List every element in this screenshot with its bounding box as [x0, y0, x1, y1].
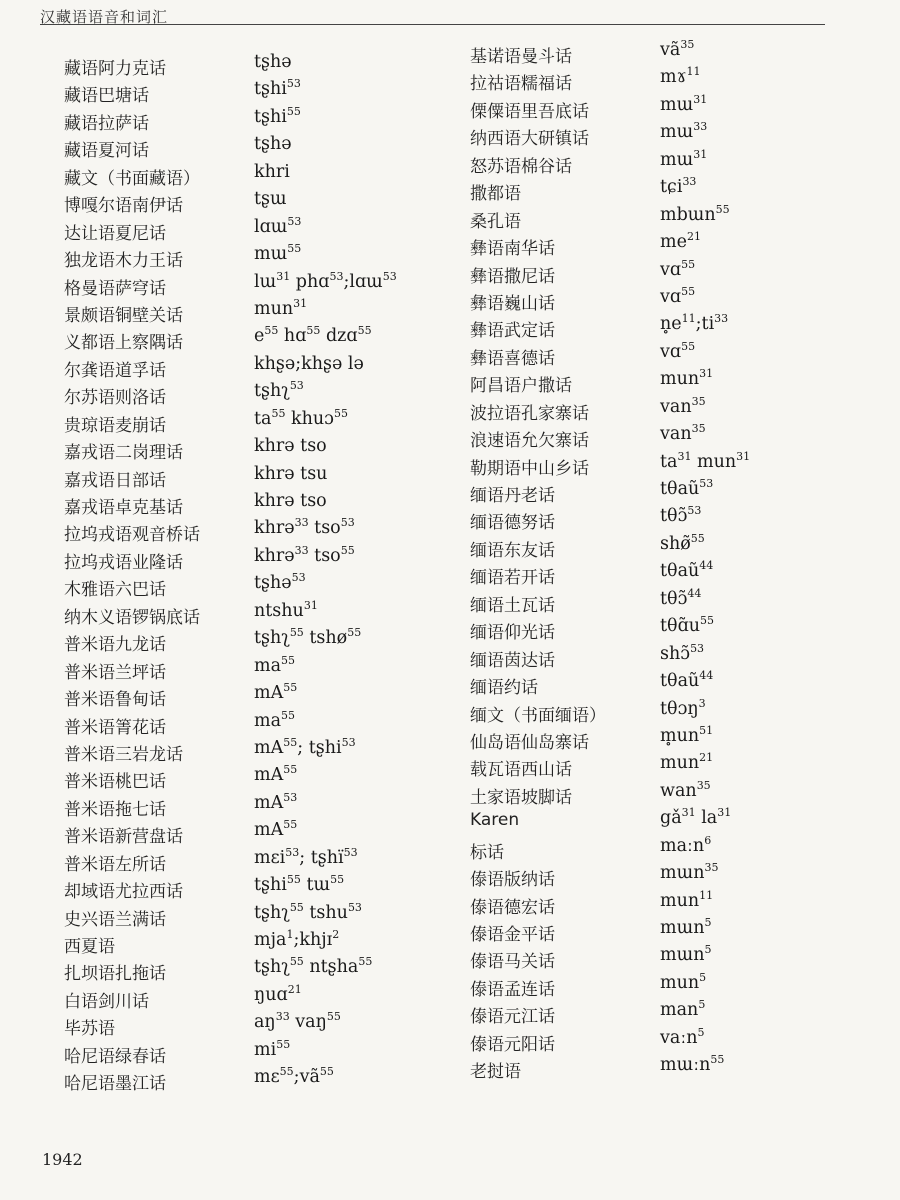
entry-row [470, 92, 800, 122]
language-name: 拉坞戎语观音桥话 [64, 525, 200, 546]
entry-row [64, 287, 444, 326]
phonetic-form: $mA^{53}$ [254, 790, 298, 813]
phonetic-form: tʂhʅ$^{55}$ ntʂha$^{55}$ [254, 955, 373, 978]
language-name: 浪速语允欠寨话 [470, 431, 589, 452]
language-name: 藏语巴塘话 [64, 86, 149, 107]
entry-row [64, 122, 444, 162]
phonetic-form: mun$^{31}$ [254, 296, 308, 319]
phonetic-form: maːn$^6$ [660, 833, 712, 856]
phonetic-form: tɕi$^{33}$ [660, 175, 697, 198]
phonetic-form: $vã^{35}$ [660, 38, 695, 60]
entry-row [470, 122, 800, 149]
entry-row [470, 753, 800, 780]
entry-row [470, 833, 800, 863]
phonetic-form: tθɔ̃$^{44}$ [660, 586, 702, 609]
entry-row [64, 808, 444, 848]
entry-row [64, 260, 444, 299]
phonetic-form: $ma^{55}$ [254, 653, 296, 676]
entry-row [470, 1055, 800, 1082]
entry-row [470, 479, 800, 506]
language-name: 达让语夏尼话 [64, 223, 166, 244]
phonetic-form: $ma^{55}$ [254, 708, 296, 731]
language-name: 傣语金平话 [470, 925, 555, 945]
entry-row [64, 150, 444, 189]
phonetic-form: tʂhʅ$^{53}$ [254, 379, 304, 402]
entry-row [64, 506, 444, 546]
language-name: 尔苏语则洛话 [64, 388, 166, 409]
entry-row [64, 232, 444, 272]
entry-row [64, 534, 444, 573]
language-name: 哈尼语墨江话 [64, 1074, 166, 1095]
phonetic-form: $mA^{55}$ [254, 681, 298, 704]
entry-row [470, 945, 800, 972]
language-name: 格曼语萨穹话 [64, 278, 166, 299]
language-name: 白语剑川话 [64, 991, 149, 1012]
language-name: 普米语新营盘话 [64, 827, 183, 848]
language-name: 普米语九龙话 [64, 635, 166, 656]
phonetic-form: tʂɯ [254, 189, 287, 210]
entry-row [470, 1025, 800, 1055]
phonetic-form: tʂhi$^{55}$ tɯ$^{55}$ [254, 873, 345, 896]
language-name: 嘉戎语二岗理话 [64, 443, 183, 464]
language-name: 西夏语 [64, 937, 115, 957]
entry-row [64, 452, 444, 491]
language-name: 波拉语孔家寨话 [470, 403, 589, 424]
phonetic-form: mun$^{31}$ [660, 367, 714, 390]
entry-row [64, 973, 444, 1012]
phonetic-form: tθɔŋ$^3$ [660, 696, 706, 719]
language-name: Karen [470, 810, 520, 831]
phonetic-form: wan$^{35}$ [660, 778, 711, 801]
phonetic-form: $gǎ^{31}$ $la^{31}$ [660, 806, 732, 829]
phonetic-form: mun$^{21}$ [660, 751, 714, 774]
entry-row [64, 726, 444, 765]
entry-row [64, 918, 444, 957]
phonetic-form: tʂhə [254, 52, 292, 72]
entry-row [64, 945, 444, 985]
phonetic-form: ntshu$^{31}$ [254, 598, 318, 621]
entry-row [470, 531, 800, 561]
phonetic-form: mɛi$^{53}$; tʂhï$^{53}$ [254, 845, 358, 868]
entry-row [64, 67, 444, 107]
phonetic-form: tθaũ$^{44}$ [660, 559, 714, 582]
entry-row [64, 863, 444, 903]
phonetic-form: $mA^{55}$ [254, 818, 298, 841]
phonetic-form: $mA^{55}$ [254, 763, 298, 786]
phonetic-form: lɑɯ$^{53}$ [254, 214, 302, 237]
entry-row [470, 641, 800, 671]
right-column [470, 40, 800, 1083]
language-name: 彝语撒尼话 [470, 266, 555, 287]
entry-row [470, 449, 800, 479]
entry-row [64, 205, 444, 244]
language-name: 老挝语 [470, 1062, 521, 1083]
language-name: 史兴语兰满话 [64, 909, 166, 930]
entry-row [64, 589, 444, 628]
language-name: 傈僳语里吾底话 [470, 101, 589, 122]
language-name: 嘉戎语日部话 [64, 470, 166, 491]
language-name: 普米语鲁甸话 [64, 690, 166, 711]
phonetic-form: shø̃$^{55}$ [660, 531, 705, 554]
phonetic-form: mɯ$^{31}$ [660, 147, 708, 170]
phonetic-form: vɑ$^{55}$ [660, 257, 696, 280]
language-name: 普米语三岩龙话 [64, 744, 183, 765]
language-name: 傣语德宏话 [470, 897, 555, 918]
entry-row [64, 891, 444, 930]
entry-row [64, 1000, 444, 1040]
entry-row [470, 808, 800, 835]
phonetic-form: mɯːn$^{55}$ [660, 1053, 725, 1076]
entry-row [64, 314, 444, 354]
entry-row [64, 1028, 444, 1067]
language-name: 傣语马关话 [470, 952, 555, 973]
language-name: 彝语喜德话 [470, 348, 555, 369]
entry-row [470, 339, 800, 369]
language-name: 贵琼语麦崩话 [64, 415, 166, 436]
language-name: 普米语箐花话 [64, 717, 166, 738]
language-name: 藏文（书面藏语） [64, 168, 200, 189]
entry-row [64, 644, 444, 683]
language-name: 普米语桃巴话 [64, 772, 166, 793]
language-name: 藏语夏河话 [64, 141, 149, 162]
language-name: 博嘎尔语南伊话 [64, 196, 183, 217]
entry-row [470, 506, 800, 533]
language-name: 景颇语铜壁关话 [64, 305, 183, 326]
phonetic-form: khrə$^{33}$ tso$^{53}$ [254, 516, 355, 539]
phonetic-form: $m̥un^{51}$ [660, 723, 714, 746]
language-name: 彝语巍山话 [470, 293, 555, 314]
entry-row [64, 1055, 444, 1095]
entry-row [470, 671, 800, 698]
entry-row [64, 781, 444, 820]
phonetic-form: van$^{35}$ [660, 394, 706, 417]
entry-row [470, 586, 800, 616]
phonetic-form: $e^{55}$ hɑ$^{55}$ dzɑ$^{55}$ [254, 324, 372, 347]
language-name: 怒苏语棉谷话 [470, 156, 572, 177]
phonetic-form: mun$^5$ [660, 970, 707, 993]
phonetic-form: mɯn$^5$ [660, 916, 712, 938]
language-name: 木雅语六巴话 [64, 580, 166, 601]
language-name: 纳木义语锣锅底话 [64, 607, 200, 628]
language-name: 缅语若开话 [470, 568, 555, 589]
entry-row [64, 40, 444, 79]
phonetic-form: vaːn$^5$ [660, 1025, 705, 1048]
entry-row [470, 67, 800, 94]
entry-row [470, 888, 800, 918]
entry-row [64, 424, 444, 464]
entry-row [64, 479, 444, 518]
running-header [40, 4, 840, 34]
entry-row [470, 424, 800, 451]
phonetic-form: tʂhə [254, 134, 292, 155]
phonetic-form: tθɔ̃$^{53}$ [660, 504, 702, 527]
phonetic-form: mbɯn$^{55}$ [660, 202, 730, 225]
phonetic-form: khrə$^{33}$ tso$^{55}$ [254, 543, 355, 566]
language-name: 傣语孟连话 [470, 979, 555, 1000]
language-name: 普米语兰坪话 [64, 662, 166, 683]
language-name: 彝语武定话 [470, 321, 555, 342]
language-name: 尔龚语道孚话 [64, 360, 166, 381]
language-name: 缅语茵达话 [470, 650, 555, 671]
page-number: 1942 [42, 1150, 83, 1169]
entry-row [64, 177, 444, 217]
entry-row [64, 753, 444, 793]
language-name: 傣语版纳话 [470, 870, 555, 891]
phonetic-form: tʂhi$^{53}$ [254, 77, 301, 100]
language-name: 毕苏语 [64, 1019, 115, 1040]
language-name: 却域语尤拉西话 [64, 882, 183, 903]
phonetic-form: mɯn$^5$ [660, 943, 712, 966]
entry-row [64, 95, 444, 134]
phonetic-form: tθaũ$^{53}$ [660, 477, 714, 499]
language-name: 彝语南华话 [470, 239, 555, 260]
language-name: 阿昌语户撒话 [470, 376, 572, 397]
entry-row [470, 394, 800, 424]
language-name: 标话 [470, 842, 504, 863]
phonetic-form: mɤ$^{11}$ [660, 65, 701, 88]
entry-row [470, 918, 800, 945]
entry-row [470, 147, 800, 177]
phonetic-form: mɯ$^{33}$ [660, 120, 708, 143]
language-name: 土家语坡脚话 [470, 787, 572, 808]
phonetic-form: tʂhə$^{53}$ [254, 571, 306, 594]
phonetic-form: $mA^{55}$; tʂhi$^{53}$ [254, 735, 356, 758]
language-name: 仙岛语仙岛寨话 [470, 732, 589, 753]
phonetic-form: khrə tso [254, 491, 327, 511]
language-name: 缅语仰光话 [470, 623, 555, 644]
entry-row [64, 369, 444, 409]
entry-row [64, 342, 444, 381]
phonetic-form: khrə tsu [254, 463, 328, 484]
phonetic-form: $ta^{55}$ khuɔ$^{55}$ [254, 406, 348, 429]
entry-row [470, 561, 800, 588]
entry-row [470, 284, 800, 314]
entry-row [64, 561, 444, 601]
phonetic-form: $mi^{55}$ [254, 1037, 291, 1060]
language-name: 纳西语大研镇话 [470, 129, 589, 150]
language-name: 普米语拖七话 [64, 799, 166, 820]
phonetic-form: ŋuɑ$^{21}$ [254, 982, 302, 1005]
entry-row [470, 1000, 800, 1027]
phonetic-form: $t\theta ɑ̃u^{55}$ [660, 614, 715, 637]
language-name: 藏语拉萨话 [64, 113, 149, 134]
phonetic-form: man$^5$ [660, 998, 706, 1021]
language-name: 缅语东友话 [470, 540, 555, 561]
entry-row [470, 863, 800, 890]
language-name: 义都语上察隅话 [64, 333, 183, 354]
entry-row [64, 397, 444, 436]
language-name: 缅语丹老话 [470, 486, 555, 506]
language-name: 独龙语木力王话 [64, 251, 183, 272]
language-name: 普米语左所话 [64, 854, 166, 875]
header-title: 汉藏语语音和词汇 [40, 8, 169, 26]
language-name: 哈尼语绿春话 [64, 1046, 166, 1067]
entry-row [470, 232, 800, 259]
language-name: 缅语约话 [470, 678, 538, 699]
entry-row [470, 723, 800, 753]
language-name: 拉坞戎语业隆话 [64, 552, 183, 573]
phonetic-form: $ta^{31}$ mun$^{31}$ [660, 449, 751, 472]
entry-row [470, 696, 800, 726]
language-name: 缅语德努话 [470, 513, 555, 534]
entry-row [470, 369, 800, 396]
language-name: 载瓦语西山话 [470, 760, 572, 781]
phonetic-form: mja$^1$;khjɪ$^2$ [254, 928, 340, 950]
phonetic-form: $n̥e^{11};ti^{33}$ [660, 312, 729, 335]
language-name: 拉祜语糯福话 [470, 74, 572, 95]
entry-row [470, 778, 800, 808]
phonetic-form: vɑ$^{55}$ [660, 284, 696, 307]
language-name: 基诺语曼斗话 [470, 47, 572, 67]
left-column [64, 40, 444, 1095]
phonetic-form: shɔ̃$^{53}$ [660, 641, 705, 664]
entry-row [470, 177, 800, 204]
phonetic-form: $mɛ^{55};vã^{55}$ [254, 1065, 334, 1088]
phonetic-form: tʂhʅ$^{55}$ tshø$^{55}$ [254, 626, 362, 649]
phonetic-form: khri [254, 161, 290, 182]
header-rule [40, 24, 825, 25]
language-name: 桑孔语 [470, 211, 521, 232]
entry-row [64, 616, 444, 656]
phonetic-form: khrə tso [254, 436, 327, 457]
phonetic-form: tʂhʅ$^{55}$ tshu$^{53}$ [254, 900, 362, 923]
language-name: 扎坝语扎拖话 [64, 964, 166, 985]
entry-row [470, 202, 800, 232]
entry-row [470, 314, 800, 341]
language-name: 撒都语 [470, 184, 521, 205]
phonetic-form: mun$^{11}$ [660, 888, 714, 911]
phonetic-form: vɑ$^{55}$ [660, 339, 696, 362]
entry-row [470, 616, 800, 643]
language-name: 勒期语中山乡话 [470, 458, 589, 479]
phonetic-form: mɯ$^{31}$ [660, 92, 708, 115]
entry-row [64, 836, 444, 875]
language-name: 傣语元阳话 [470, 1034, 555, 1055]
phonetic-form: $me^{21}$ [660, 230, 701, 253]
entry-row [64, 699, 444, 738]
language-name: 傣语元江话 [470, 1007, 555, 1028]
entry-row [64, 671, 444, 711]
language-name: 缅语土瓦话 [470, 595, 555, 616]
phonetic-form: $aŋ^{33}$ vaŋ$^{55}$ [254, 1010, 341, 1033]
phonetic-form: mɯn$^{35}$ [660, 861, 719, 884]
language-name: 藏语阿力克话 [64, 59, 166, 79]
entry-row [470, 257, 800, 287]
phonetic-form: khʂə;khʂə lə [254, 353, 364, 374]
phonetic-form: van$^{35}$ [660, 422, 706, 445]
phonetic-form: mɯ$^{55}$ [254, 242, 302, 265]
phonetic-form: tʂhi$^{55}$ [254, 104, 301, 127]
phonetic-form: tθaũ$^{44}$ [660, 669, 714, 692]
entry-row [470, 40, 800, 67]
language-name: 嘉戎语卓克基话 [64, 498, 183, 518]
entry-row [470, 970, 800, 1000]
phonetic-form: lɯ$^{31}$ phɑ$^{53}$;lɑɯ$^{53}$ [254, 269, 397, 292]
language-name: 缅文（书面缅语） [470, 705, 606, 726]
